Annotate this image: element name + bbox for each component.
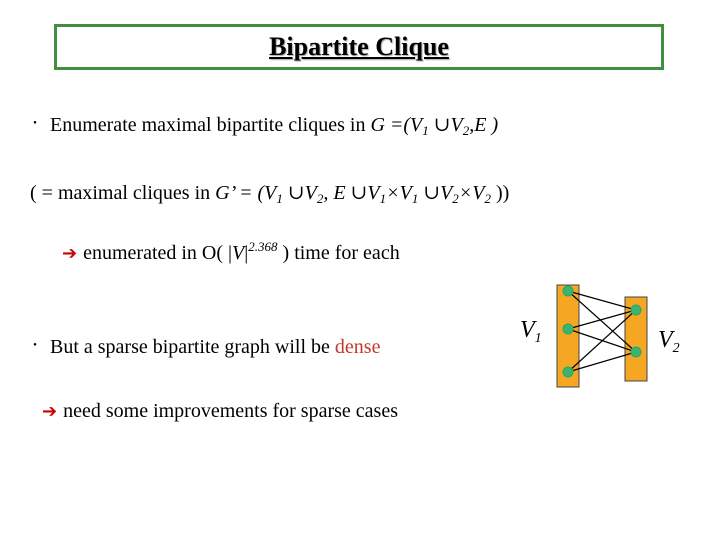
bullet-icon: ・ — [28, 117, 42, 132]
v1-node — [563, 367, 573, 377]
bullet-icon: ・ — [28, 339, 42, 354]
arrow-icon: ➔ — [62, 243, 78, 264]
v2-node — [631, 347, 641, 357]
line-2: ( = maximal cliques in G’ = ($V_1$ $\cup V_2$, E $\cup V_1\times V_1$ $\cup V_2\times V_2$ )) — [30, 182, 510, 206]
line-5: ➔ need some improvements for sparse cases — [42, 400, 398, 422]
bullet-line-4: ・ But a sparse bipartite graph will be dense — [28, 336, 381, 358]
line-3: ➔ enumerated in O( $|V|^{2.368}$ ) time for each — [62, 239, 400, 264]
bullet-line-1: ・ Enumerate maximal bipartite cliques in $G =(V_1$ $\cup V_2,E$ ) — [28, 114, 499, 138]
v1-node — [563, 286, 573, 296]
bipartite-graph — [480, 275, 710, 395]
dense-word: dense — [334, 336, 381, 358]
v2-label: $V_2$ — [658, 327, 680, 356]
v1-label: $V_1$ — [520, 317, 542, 346]
v1-node — [563, 324, 573, 334]
title-box — [54, 24, 664, 70]
slide-title: Bipartite Clique — [269, 32, 449, 61]
arrow-icon: ➔ — [42, 401, 58, 422]
v2-node — [631, 305, 641, 315]
